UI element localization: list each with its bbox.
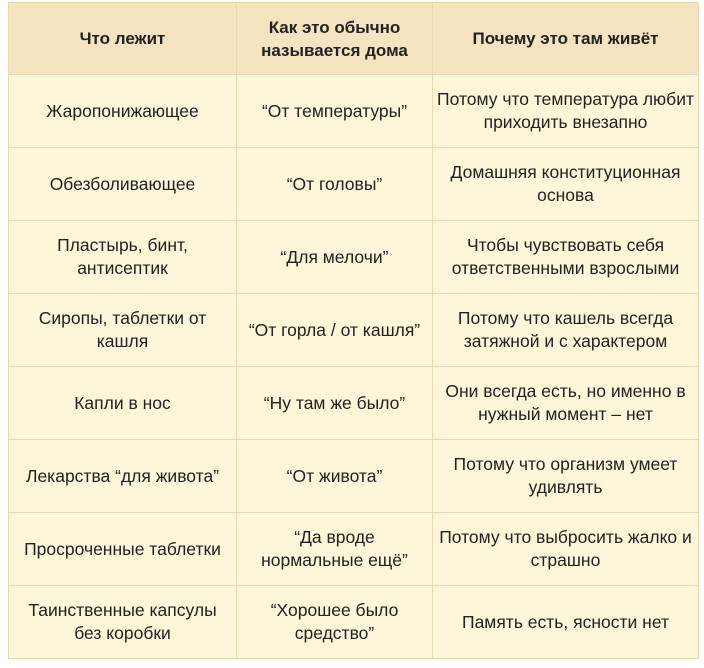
header-what: Что лежит	[9, 3, 237, 75]
cell-item: Пластырь, бинт, антисептик	[9, 221, 237, 294]
cell-reason: Потому что выбросить жалко и страшно	[433, 513, 699, 586]
table-row	[9, 221, 699, 294]
table-row	[9, 586, 699, 659]
cell-home-name: “Для мелочи”	[237, 221, 433, 294]
cell-home-name: “Ну там же было”	[237, 367, 433, 440]
cell-item: Обезболивающее	[9, 148, 237, 221]
cell-reason: Память есть, ясности нет	[433, 586, 699, 659]
cell-item: Капли в нос	[9, 367, 237, 440]
table-header-row	[9, 3, 699, 75]
table-row	[9, 367, 699, 440]
medicine-cabinet-table	[8, 2, 699, 659]
cell-item: Лекарства “для живота”	[9, 440, 237, 513]
cell-item: Таинственные капсулы без коробки	[9, 586, 237, 659]
cell-item: Жаропонижающее	[9, 75, 237, 148]
cell-home-name: “От горла / от кашля”	[237, 294, 433, 367]
cell-home-name: “От температуры”	[237, 75, 433, 148]
cell-reason: Чтобы чувствовать себя ответственными взрослыми	[433, 221, 699, 294]
medicine-cabinet-table-container	[8, 2, 698, 659]
cell-home-name: “От живота”	[237, 440, 433, 513]
cell-reason: Потому что температура любит приходить внезапно	[433, 75, 699, 148]
cell-home-name: “Да вроде нормальные ещё”	[237, 513, 433, 586]
cell-reason: Они всегда есть, но именно в нужный момент – нет	[433, 367, 699, 440]
cell-home-name: “От головы”	[237, 148, 433, 221]
header-why: Почему это там живёт	[433, 3, 699, 75]
table-row	[9, 440, 699, 513]
table-row	[9, 294, 699, 367]
table-row	[9, 513, 699, 586]
cell-reason: Домашняя конституционная основа	[433, 148, 699, 221]
cell-item: Сиропы, таблетки от кашля	[9, 294, 237, 367]
cell-reason: Потому что организм умеет удивлять	[433, 440, 699, 513]
header-home-name: Как это обычно называется дома	[237, 3, 433, 75]
table-row	[9, 75, 699, 148]
cell-reason: Потому что кашель всегда затяжной и с характером	[433, 294, 699, 367]
table-row	[9, 148, 699, 221]
cell-item: Просроченные таблетки	[9, 513, 237, 586]
cell-home-name: “Хорошее было средство”	[237, 586, 433, 659]
